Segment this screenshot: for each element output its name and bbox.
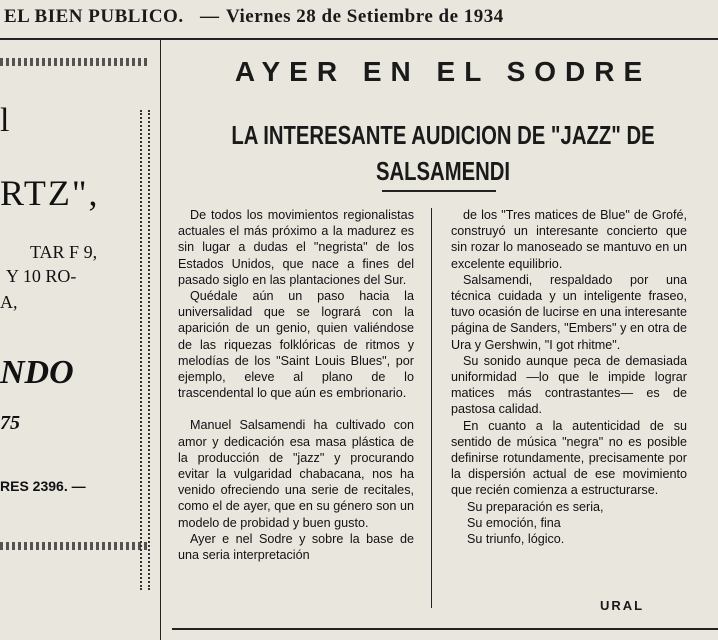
paragraph: De todos los movimientos regionalistas actuales el más próximo a la madurez es sin lugar a dudas el "negrista" de los Estados Unidos, que nace a fines del pasado siglo en las plantaciones del Sur.	[178, 208, 414, 287]
closing-verse: Su emoción, fina	[467, 515, 561, 530]
paragraph: Ayer e nel Sodre y sobre la base de una seria interpretación	[178, 531, 414, 563]
ad-text-line: RES 2396. —	[0, 478, 86, 494]
page-header	[0, 6, 718, 32]
paragraph: de los "Tres matices de Blue" de Grofé, construyó un interesante concierto que sin rozar lo manoseado se mantuvo en un excelente equilibrio.	[451, 208, 687, 271]
article-column-right	[451, 207, 687, 547]
ad-border-top	[0, 58, 150, 66]
newspaper-name: EL BIEN PUBLICO.	[4, 6, 184, 27]
paragraph: En cuanto a la autenticidad de su sentido de música "negra" no es posible definirse rotundamente, precisamente por la dispersión actual de ese movimiento que recién comienza a estructurarse.	[451, 418, 687, 498]
issue-date: Viernes 28 de Setiembre de 1934	[226, 6, 504, 27]
article-kicker: AYER EN EL SODRE	[234, 56, 652, 87]
article-column-left	[178, 207, 414, 563]
paragraph: Salsamendi, respaldado por una técnica cuidada y un inteligente fraseo, tuvo ocasión de lucirse en una interesante página de Sanders, "Embers" y en otra de Ura y Gershwin, "I got rhitme".	[451, 272, 687, 352]
ad-text-line: TAR F 9,	[30, 242, 98, 262]
article-headline	[229, 117, 658, 189]
headline-line: LA INTERESANTE AUDICION DE "JAZZ" DE	[231, 120, 655, 150]
author-signature: URAL	[600, 598, 645, 613]
paragraph: Quédale aún un paso hacia la universalidad que se logrará con la aparición de un genio, quien valiéndose de las riquezas folklóricas de ritmos y melodías de los "Saint Louis Blues", por ejemplo, eleve al plano de lo trascendental lo que aún es embrionario.	[178, 289, 414, 401]
ad-text-line: Y 10 RO-	[6, 266, 77, 286]
ad-text-line: l	[0, 102, 10, 139]
ad-text-line: NDO	[0, 354, 74, 391]
closing-verse: Su preparación es seria,	[467, 499, 604, 514]
ad-text-line: RTZ",	[0, 173, 100, 213]
closing-verse: Su triunfo, lógico.	[467, 532, 565, 547]
paragraph: Manuel Salsamendi ha cultivado con amor y dedicación esa masa plástica de la producción de "jazz" y procurando evitar la vulgaridad chabacana, nos ha venido ofreciendo una serie de recitales, como el de ayer, que en su género son un modelo de probidad y buen gusto.	[178, 418, 414, 530]
header-dash: —	[200, 6, 220, 27]
advertisement-column	[0, 40, 152, 640]
paragraph: Su sonido aunque peca de demasiada uniformidad —lo que le impide lograr matices más contrastantes— es de pastosa calidad.	[451, 353, 687, 417]
ad-border-right	[140, 110, 150, 590]
headline-line: SALSAMENDI	[375, 156, 511, 186]
article-bottom-rule	[172, 628, 718, 630]
ad-text-line: 75	[0, 412, 20, 434]
ad-text-line: A,	[0, 292, 18, 312]
article-column-separator	[431, 208, 432, 608]
ad-border-bottom	[0, 542, 150, 550]
column-separator	[160, 40, 161, 640]
headline-rule	[382, 190, 496, 192]
